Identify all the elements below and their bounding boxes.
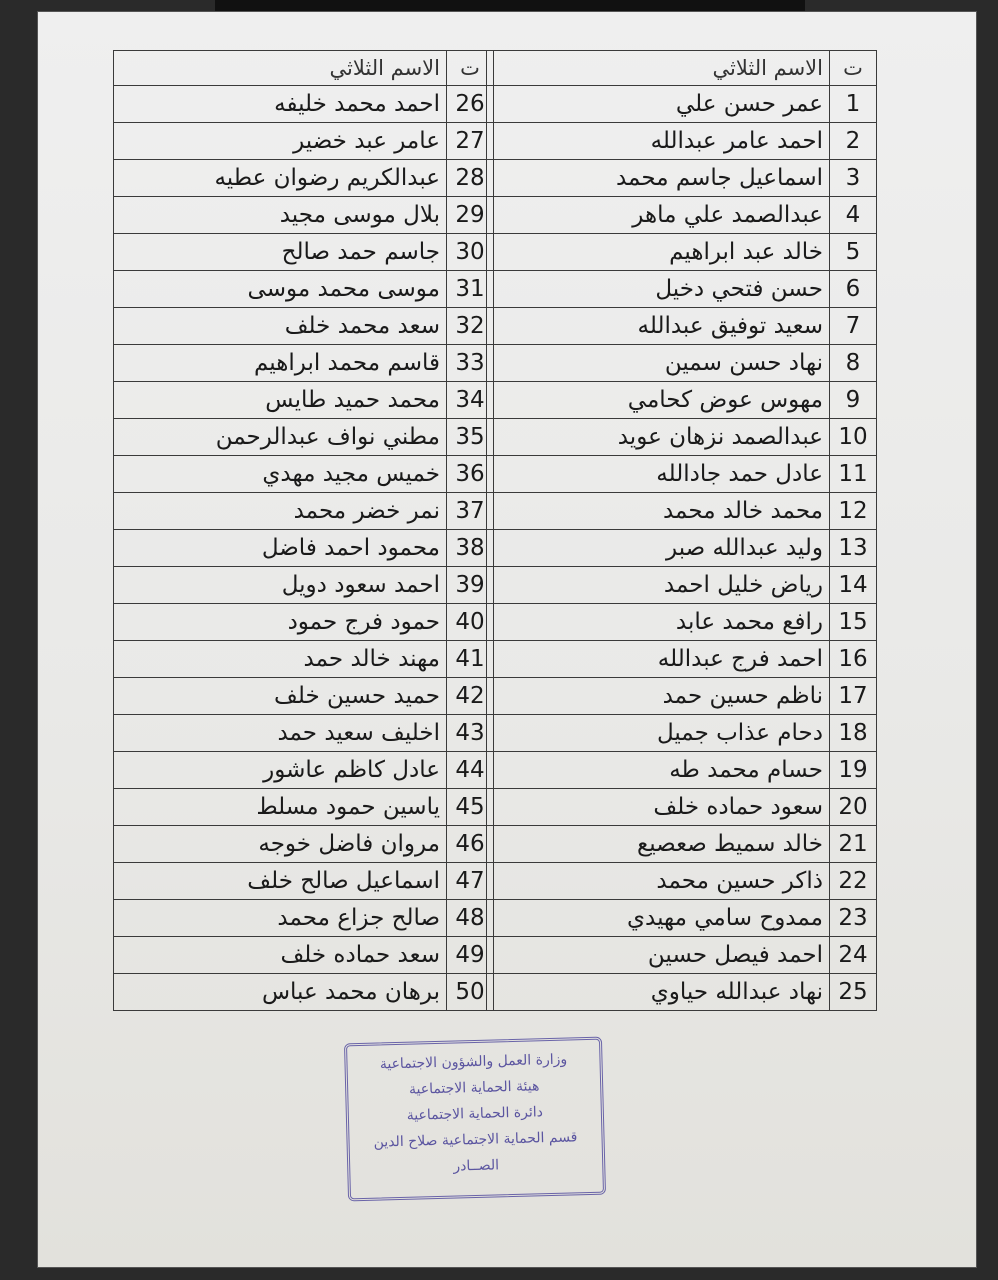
row-full-name: صالح جزاع محمد [114, 900, 447, 937]
stamp-line: هيئة الحماية الاجتماعية [408, 1078, 540, 1098]
row-number: 23 [830, 900, 877, 937]
table-row [114, 197, 494, 234]
table-row [487, 900, 877, 937]
row-number: 22 [830, 863, 877, 900]
row-full-name: قاسم محمد ابراهيم [114, 345, 447, 382]
row-full-name: اسماعيل صالح خلف [114, 863, 447, 900]
row-full-name: ياسين حمود مسلط [114, 789, 447, 826]
row-full-name: عادل حمد جادالله [487, 456, 830, 493]
row-full-name: عبدالصمد نزهان عويد [487, 419, 830, 456]
row-full-name: خالد عبد ابراهيم [487, 234, 830, 271]
table-row [114, 530, 494, 567]
table-row [487, 86, 877, 123]
row-full-name: عبدالكريم رضوان عطيه [114, 160, 447, 197]
row-number: 32 [447, 308, 494, 345]
table-row [114, 86, 494, 123]
row-full-name: عادل كاظم عاشور [114, 752, 447, 789]
row-number: 17 [830, 678, 877, 715]
table-row [487, 789, 877, 826]
row-number: 29 [447, 197, 494, 234]
table-row [487, 678, 877, 715]
row-number: 44 [447, 752, 494, 789]
row-number: 14 [830, 567, 877, 604]
table-row [114, 308, 494, 345]
row-full-name: نمر خضر محمد [114, 493, 447, 530]
table-row [487, 197, 877, 234]
row-number: 38 [447, 530, 494, 567]
row-full-name: موسى محمد موسى [114, 271, 447, 308]
table-row [114, 937, 494, 974]
row-number: 11 [830, 456, 877, 493]
row-number: 46 [447, 826, 494, 863]
table-row [487, 456, 877, 493]
stamp-line: قسم الحماية الاجتماعية صلاح الدين [373, 1129, 578, 1151]
row-full-name: اسماعيل جاسم محمد [487, 160, 830, 197]
row-full-name: سعد حماده خلف [114, 937, 447, 974]
row-number: 41 [447, 641, 494, 678]
row-full-name: احمد عامر عبدالله [487, 123, 830, 160]
row-full-name: نهاد عبدالله حياوي [487, 974, 830, 1011]
row-full-name: رياض خليل احمد [487, 567, 830, 604]
table-row [487, 234, 877, 271]
row-number: 27 [447, 123, 494, 160]
row-number: 31 [447, 271, 494, 308]
row-number: 26 [447, 86, 494, 123]
row-number: 25 [830, 974, 877, 1011]
header-seq: ت [447, 51, 494, 86]
row-number: 21 [830, 826, 877, 863]
table-row [487, 752, 877, 789]
table-row [114, 752, 494, 789]
header-seq: ت [830, 51, 877, 86]
row-full-name: دحام عذاب جميل [487, 715, 830, 752]
top-bar [215, 0, 805, 12]
table-row [487, 937, 877, 974]
row-number: 50 [447, 974, 494, 1011]
header-name: الاسم الثلاثي [487, 51, 830, 86]
row-full-name: ذاكر حسين محمد [487, 863, 830, 900]
table-header-row [487, 51, 877, 86]
row-full-name: حسام محمد طه [487, 752, 830, 789]
row-full-name: عبدالصمد علي ماهر [487, 197, 830, 234]
row-number: 20 [830, 789, 877, 826]
table-row [487, 345, 877, 382]
stamp-line: الصــادر [453, 1157, 500, 1175]
row-full-name: رافع محمد عابد [487, 604, 830, 641]
row-full-name: جاسم حمد صالح [114, 234, 447, 271]
table-row [487, 974, 877, 1011]
table-row [114, 715, 494, 752]
names-table-left [113, 50, 494, 1011]
row-number: 15 [830, 604, 877, 641]
row-number: 40 [447, 604, 494, 641]
row-full-name: محمود احمد فاضل [114, 530, 447, 567]
row-full-name: عامر عبد خضير [114, 123, 447, 160]
row-full-name: احمد سعود دويل [114, 567, 447, 604]
table-row [114, 419, 494, 456]
table-header-row [114, 51, 494, 86]
row-number: 16 [830, 641, 877, 678]
table-row [487, 382, 877, 419]
row-number: 4 [830, 197, 877, 234]
table-row [114, 789, 494, 826]
table-row [114, 345, 494, 382]
table-row [487, 826, 877, 863]
table-row [487, 160, 877, 197]
header-name: الاسم الثلاثي [114, 51, 447, 86]
table-row [114, 567, 494, 604]
table-row [487, 715, 877, 752]
table-row [114, 271, 494, 308]
row-number: 48 [447, 900, 494, 937]
table-row [487, 567, 877, 604]
row-number: 33 [447, 345, 494, 382]
table-row [487, 604, 877, 641]
table-row [114, 456, 494, 493]
table-row [487, 123, 877, 160]
official-stamp [344, 1037, 606, 1202]
row-number: 18 [830, 715, 877, 752]
row-full-name: برهان محمد عباس [114, 974, 447, 1011]
row-full-name: مطني نواف عبدالرحمن [114, 419, 447, 456]
row-number: 13 [830, 530, 877, 567]
row-full-name: وليد عبدالله صبر [487, 530, 830, 567]
table-row [487, 308, 877, 345]
row-number: 36 [447, 456, 494, 493]
row-full-name: حميد حسين خلف [114, 678, 447, 715]
table-row [487, 530, 877, 567]
table-row [114, 900, 494, 937]
table-row [114, 826, 494, 863]
table-row [114, 974, 494, 1011]
table-row [114, 604, 494, 641]
table-row [487, 419, 877, 456]
row-full-name: مهند خالد حمد [114, 641, 447, 678]
row-number: 47 [447, 863, 494, 900]
row-number: 35 [447, 419, 494, 456]
row-full-name: احمد محمد خليفه [114, 86, 447, 123]
row-number: 42 [447, 678, 494, 715]
row-full-name: حمود فرج حمود [114, 604, 447, 641]
row-full-name: بلال موسى مجيد [114, 197, 447, 234]
row-number: 49 [447, 937, 494, 974]
row-number: 8 [830, 345, 877, 382]
row-full-name: اخليف سعيد حمد [114, 715, 447, 752]
row-full-name: محمد خالد محمد [487, 493, 830, 530]
row-number: 19 [830, 752, 877, 789]
row-number: 43 [447, 715, 494, 752]
row-full-name: ناظم حسين حمد [487, 678, 830, 715]
row-number: 45 [447, 789, 494, 826]
row-full-name: خالد سميط صعصيع [487, 826, 830, 863]
row-full-name: مروان فاضل خوجه [114, 826, 447, 863]
table-row [487, 493, 877, 530]
stamp-line: وزارة العمل والشؤون الاجتماعية [379, 1051, 568, 1073]
row-number: 2 [830, 123, 877, 160]
row-number: 5 [830, 234, 877, 271]
row-full-name: ممدوح سامي مهيدي [487, 900, 830, 937]
names-table-right [486, 50, 877, 1011]
table-row [114, 493, 494, 530]
table-row [114, 123, 494, 160]
row-full-name: مهوس عوض كحامي [487, 382, 830, 419]
table-row [487, 641, 877, 678]
row-number: 1 [830, 86, 877, 123]
table-row [114, 863, 494, 900]
row-full-name: محمد حميد طايس [114, 382, 447, 419]
row-full-name: خميس مجيد مهدي [114, 456, 447, 493]
table-row [114, 382, 494, 419]
stamp-line: دائرة الحماية الاجتماعية [406, 1104, 544, 1124]
row-full-name: نهاد حسن سمين [487, 345, 830, 382]
table-row [487, 271, 877, 308]
row-full-name: سعيد توفيق عبدالله [487, 308, 830, 345]
row-number: 28 [447, 160, 494, 197]
row-full-name: عمر حسن علي [487, 86, 830, 123]
row-full-name: احمد فرج عبدالله [487, 641, 830, 678]
row-number: 30 [447, 234, 494, 271]
row-number: 34 [447, 382, 494, 419]
row-number: 3 [830, 160, 877, 197]
row-number: 6 [830, 271, 877, 308]
row-number: 24 [830, 937, 877, 974]
row-number: 9 [830, 382, 877, 419]
table-row [114, 234, 494, 271]
row-number: 12 [830, 493, 877, 530]
table-row [114, 641, 494, 678]
row-number: 37 [447, 493, 494, 530]
table-row [114, 678, 494, 715]
row-number: 7 [830, 308, 877, 345]
table-row [487, 863, 877, 900]
row-full-name: سعد محمد خلف [114, 308, 447, 345]
row-number: 10 [830, 419, 877, 456]
row-full-name: حسن فتحي دخيل [487, 271, 830, 308]
row-number: 39 [447, 567, 494, 604]
row-full-name: احمد فيصل حسين [487, 937, 830, 974]
table-row [114, 160, 494, 197]
row-full-name: سعود حماده خلف [487, 789, 830, 826]
